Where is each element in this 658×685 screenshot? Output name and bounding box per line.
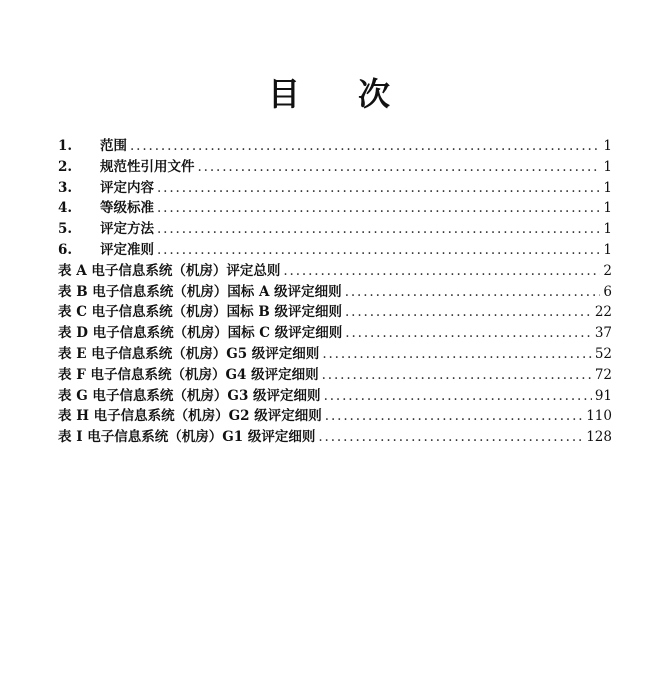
toc-entry-page: 37 [594, 325, 612, 342]
table-of-contents [58, 136, 612, 448]
toc-entry-page: 91 [594, 387, 612, 404]
toc-entry-2[interactable] [58, 157, 612, 178]
toc-entry-4[interactable] [58, 198, 612, 219]
toc-entry-label: 规范性引用文件 [100, 158, 195, 175]
page-title-char-2: 次 [358, 75, 391, 113]
toc-entry-1[interactable] [58, 136, 612, 157]
toc-entry-table-i[interactable] [58, 427, 612, 448]
toc-entry-label: 表 D 电子信息系统（机房）国标 C 级评定细则 [58, 325, 343, 342]
toc-entry-table-e[interactable] [58, 344, 612, 365]
toc-entry-label: 评定内容 [100, 179, 154, 196]
toc-entry-table-f[interactable] [58, 365, 612, 386]
toc-dot-leader [322, 344, 592, 365]
toc-dot-leader [322, 365, 592, 386]
toc-entry-page: 1 [603, 241, 612, 258]
toc-entry-page: 22 [594, 304, 612, 321]
toc-dot-leader [157, 240, 600, 261]
toc-entry-3[interactable] [58, 178, 612, 199]
toc-entry-label: 表 B 电子信息系统（机房）国标 A 级评定细则 [58, 283, 342, 300]
toc-entry-page: 1 [603, 200, 612, 217]
toc-entry-page: 1 [603, 221, 612, 238]
toc-entry-number: 3. [58, 179, 73, 196]
toc-entry-table-d[interactable] [58, 323, 612, 344]
toc-entry-table-b[interactable] [58, 282, 612, 303]
toc-dot-leader [318, 427, 583, 448]
toc-entry-page: 52 [594, 345, 612, 362]
toc-dot-leader [157, 219, 600, 240]
toc-entry-page: 110 [586, 408, 612, 425]
page-title [0, 74, 658, 114]
toc-dot-leader [157, 178, 600, 199]
toc-dot-leader [325, 406, 583, 427]
toc-entry-label: 评定准则 [100, 241, 154, 258]
toc-entry-label: 评定方法 [100, 221, 154, 238]
toc-entry-table-a[interactable] [58, 261, 612, 282]
toc-entry-table-g[interactable] [58, 386, 612, 407]
toc-entry-label: 范围 [100, 138, 127, 154]
toc-entry-number: 4. [58, 200, 73, 217]
page-title-char-1: 目 [267, 75, 300, 113]
toc-entry-label: 表 A 电子信息系统（机房）评定总则 [58, 262, 281, 279]
toc-entry-number: 1. [58, 138, 73, 154]
toc-entry-number: 2. [58, 158, 73, 175]
toc-entry-table-c[interactable] [58, 302, 612, 323]
toc-entry-label: 表 E 电子信息系统（机房）G5 级评定细则 [58, 345, 320, 362]
toc-entry-label: 表 H 电子信息系统（机房）G2 级评定细则 [58, 408, 322, 425]
toc-entry-5[interactable] [58, 219, 612, 240]
toc-entry-page: 72 [594, 366, 612, 383]
toc-entry-label: 表 I 电子信息系统（机房）G1 级评定细则 [58, 429, 316, 446]
toc-entry-label: 等级标准 [100, 200, 154, 217]
toc-dot-leader [283, 261, 600, 282]
toc-entry-label: 表 G 电子信息系统（机房）G3 级评定细则 [58, 387, 321, 404]
toc-dot-leader [345, 323, 592, 344]
toc-entry-6[interactable] [58, 240, 612, 261]
toc-entry-number: 5. [58, 221, 73, 238]
toc-dot-leader [324, 386, 592, 407]
toc-dot-leader [198, 157, 601, 178]
toc-dot-leader [157, 198, 600, 219]
toc-entry-page: 1 [603, 158, 612, 175]
toc-dot-leader [130, 136, 600, 157]
toc-entry-number: 6. [58, 241, 73, 258]
toc-entry-label: 表 F 电子信息系统（机房）G4 级评定细则 [58, 366, 319, 383]
toc-entry-page: 1 [603, 138, 612, 154]
toc-entry-page: 128 [586, 429, 612, 446]
toc-entry-page: 2 [603, 262, 612, 279]
toc-dot-leader [345, 302, 592, 323]
toc-entry-page: 6 [603, 283, 612, 300]
toc-entry-label: 表 C 电子信息系统（机房）国标 B 级评定细则 [58, 304, 342, 321]
toc-entry-table-h[interactable] [58, 406, 612, 427]
toc-entry-page: 1 [603, 179, 612, 196]
toc-dot-leader [345, 282, 601, 303]
